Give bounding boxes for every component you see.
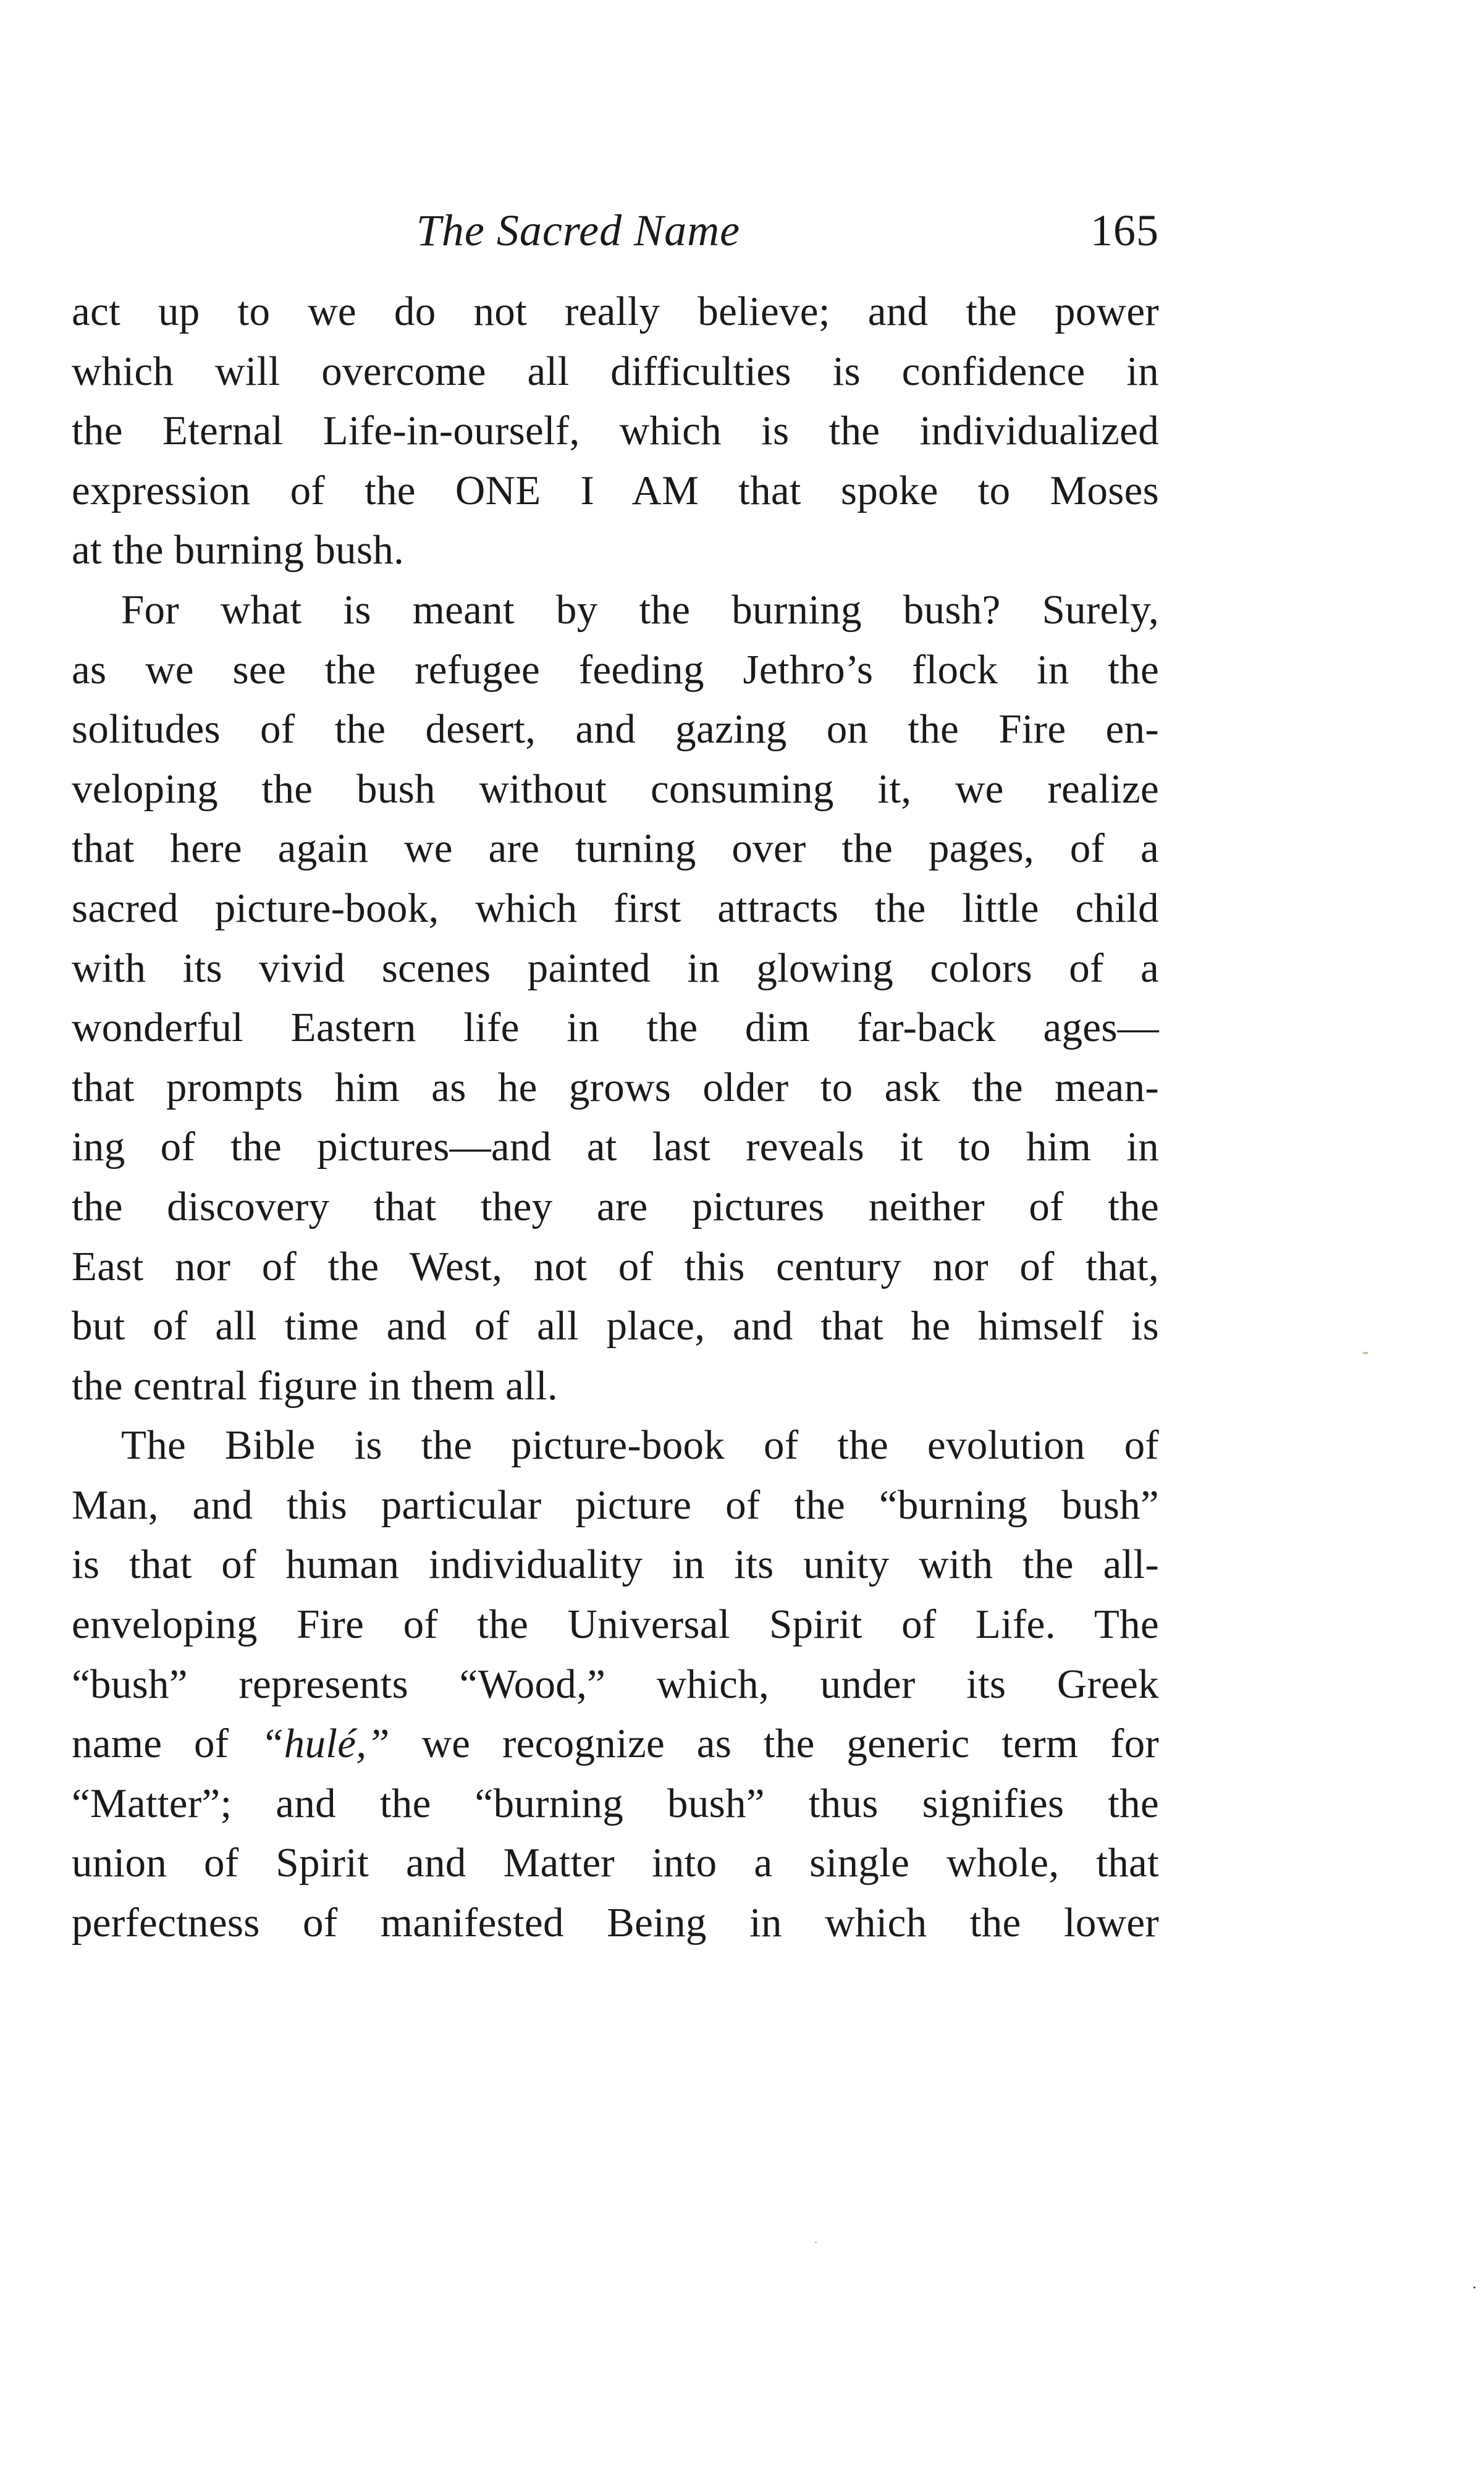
text-line: veloping the bush without consuming it, we realize	[72, 765, 1159, 812]
text-line: wonderful Eastern life in the dim far-back ages—	[72, 1005, 1159, 1051]
text-line: the Eternal Life-in-ourself, which is the individualized	[72, 408, 1159, 454]
text-line: the central figure in them all.	[72, 1362, 558, 1409]
text-line: act up to we do not really believe; and the power	[72, 289, 1159, 334]
text-line: the discovery that they are pictures neither of the	[72, 1183, 1159, 1229]
text-line: is that of human individuality in its unity with the all-	[72, 1541, 1159, 1588]
text-line: “bush” represents “Wood,” which, under its Greek	[72, 1661, 1159, 1707]
text-line: that here again we are turning over the pages, of a	[72, 825, 1159, 872]
page-number: 165	[1090, 206, 1159, 255]
text-segment: name of	[72, 1721, 261, 1767]
text-line: solitudes of the desert, and gazing on the Fire en-	[72, 706, 1159, 753]
paper-speck	[1362, 1352, 1368, 1354]
text-line: as we see the refugee feeding Jethro’s flock in the	[72, 646, 1159, 693]
text-line: which will overcome all difficulties is confidence in	[72, 348, 1159, 394]
text-line: that prompts him as he grows older to ask the mean-	[72, 1064, 1159, 1110]
paper-speck	[815, 2241, 817, 2243]
text-line: at the burning bush.	[72, 527, 405, 573]
text-line: East nor of the West, not of this century nor of that,	[72, 1243, 1159, 1289]
text-line: union of Spirit and Matter into a single whole, that	[72, 1840, 1159, 1886]
text-line: The Bible is the picture-book of the evolution of	[121, 1422, 1159, 1469]
text-line: but of all time and of all place, and that he himself is	[72, 1303, 1159, 1349]
text-line: ing of the pictures—and at last reveals it to him in	[72, 1124, 1159, 1170]
text-line	[72, 1714, 1159, 1774]
text-line: For what is meant by the burning bush? Surely,	[121, 586, 1159, 633]
text-line: “Matter”; and the “burning bush” thus signifies the	[72, 1780, 1159, 1826]
text-line: perfectness of manifested Being in which the lower	[72, 1900, 1159, 1946]
body-text	[72, 282, 1159, 1953]
text-line: sacred picture-book, which first attracts the little child	[72, 885, 1159, 931]
text-line: expression of the ONE I AM that spoke to Moses	[72, 467, 1159, 513]
italic-word-hule: “hulé,”	[261, 1721, 390, 1767]
running-head	[72, 196, 1159, 264]
paper-speck	[1473, 2287, 1475, 2288]
text-segment: we recognize as the generic term for	[389, 1721, 1159, 1767]
running-title: The Sacred Name	[416, 206, 741, 255]
text-line: Man, and this particular picture of the “burning bush”	[72, 1482, 1159, 1528]
text-line: enveloping Fire of the Universal Spirit of Life. The	[72, 1601, 1159, 1648]
text-line: with its vivid scenes painted in glowing colors of a	[72, 945, 1159, 991]
